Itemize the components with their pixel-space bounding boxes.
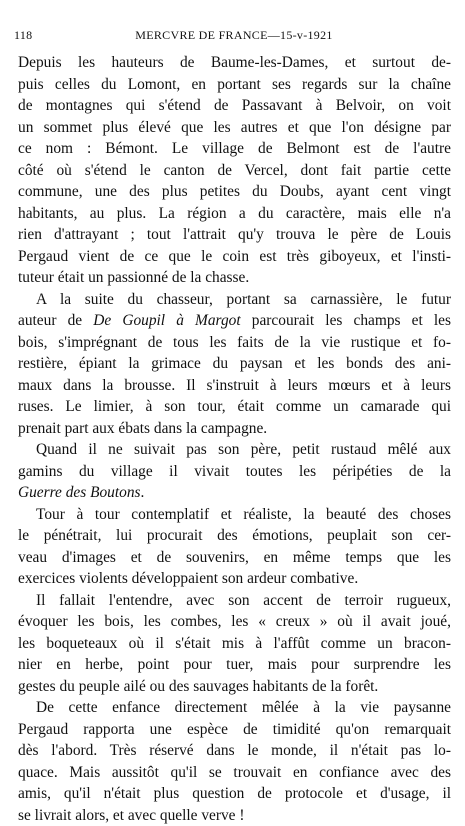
running-header — [14, 28, 454, 46]
text-line: côté où s'étend le canton de Vercel, dont fait partie cette — [18, 160, 451, 182]
paragraph-6 — [18, 697, 451, 826]
text-line: commune, une des plus petites du Doubs, ayant cent vingt — [18, 181, 451, 203]
text-line: prenait part aux ébats dans la campagne. — [18, 418, 451, 440]
text-line: quace. Mais aussitôt qu'il se trouvait en confiance avec des — [18, 762, 451, 784]
article-body — [18, 52, 451, 826]
paragraph-5 — [18, 590, 451, 698]
text-line: A la suite du chasseur, portant sa carnassière, le futur — [18, 289, 451, 311]
text-line: nier en herbe, point pour tuer, mais pour surprendre les — [18, 654, 451, 676]
text-line: maux dans la brousse. Il s'instruit à leurs mœurs et à leurs — [18, 375, 451, 397]
text-line: un sommet plus élevé que les autres et que l'on désigne par — [18, 117, 451, 139]
text-segment: auteur de — [18, 312, 93, 329]
text-line: Il fallait l'entendre, avec son accent de terroir rugueux, — [18, 590, 451, 612]
text-line: restière, épiant la grimace du paysan et les bonds des ani- — [18, 353, 451, 375]
text-line: Tour à tour contemplatif et réaliste, la beauté des choses — [18, 504, 451, 526]
text-line: ruses. Le limier, à son tour, était comme un camarade qui — [18, 396, 451, 418]
running-title: MERCVRE DE FRANCE—15-v-1921 — [14, 28, 454, 43]
book-title: Guerre des Boutons — [18, 484, 141, 501]
text-line: les boqueteaux où il s'était mis à l'affût comme un bracon- — [18, 633, 451, 655]
text-line: Quand il ne suivait pas son père, petit rustaud mêlé aux — [18, 439, 451, 461]
text-line — [18, 482, 451, 504]
text-line: gestes du peuple ailé ou des sauvages habitants de la forêt. — [18, 676, 451, 698]
text-line: évoquer les bois, les combes, les « creux » où il avait joué, — [18, 611, 451, 633]
text-line: habitants, au plus. La région a du caractère, mais elle n'a — [18, 203, 451, 225]
text-line: de montagnes qui s'étend de Passavant à Belvoir, on voit — [18, 95, 451, 117]
text-line: Pergaud rapporta une espèce de timidité qu'on remarquait — [18, 719, 451, 741]
book-title: De Goupil à Margot — [93, 312, 240, 329]
text-line: Depuis les hauteurs de Baume-les-Dames, et surtout de- — [18, 52, 451, 74]
text-line: gamins du village il vivait toutes les péripéties de la — [18, 461, 451, 483]
text-line — [18, 310, 451, 332]
text-line: puis celles du Lomont, en portant ses regards sur la chaîne — [18, 74, 451, 96]
page-number: 118 — [14, 28, 32, 43]
text-line: bois, s'imprégnant de tous les faits de la vie rustique et fo- — [18, 332, 451, 354]
text-line: amis, qu'il n'était plus question de protocole et d'usage, il — [18, 783, 451, 805]
paragraph-4 — [18, 504, 451, 590]
text-line: Pergaud vient de ce que le coin est très giboyeux, et l'insti- — [18, 246, 451, 268]
text-line: rien d'attrayant ; tout l'attrait qu'y trouva le père de Louis — [18, 224, 451, 246]
paragraph-1 — [18, 52, 451, 289]
text-line: veau d'images et de souvenirs, en même temps que les — [18, 547, 451, 569]
text-line: ce nom : Bémont. Le village de Belmont est de l'autre — [18, 138, 451, 160]
text-line: tuteur était un passionné de la chasse. — [18, 267, 451, 289]
text-line: le pénétrait, lui procurait des émotions, peuplait son cer- — [18, 525, 451, 547]
text-line: exercices violents développaient son ardeur combative. — [18, 568, 451, 590]
paragraph-3 — [18, 439, 451, 504]
text-line: De cette enfance directement mêlée à la vie paysanne — [18, 697, 451, 719]
text-segment: . — [141, 484, 145, 501]
text-line: se livrait alors, et avec quelle verve ! — [18, 805, 451, 826]
paragraph-2 — [18, 289, 451, 440]
text-segment: parcourait les champs et les — [252, 312, 451, 329]
text-line: dès l'abord. Très réservé dans le monde, il n'était pas lo- — [18, 740, 451, 762]
